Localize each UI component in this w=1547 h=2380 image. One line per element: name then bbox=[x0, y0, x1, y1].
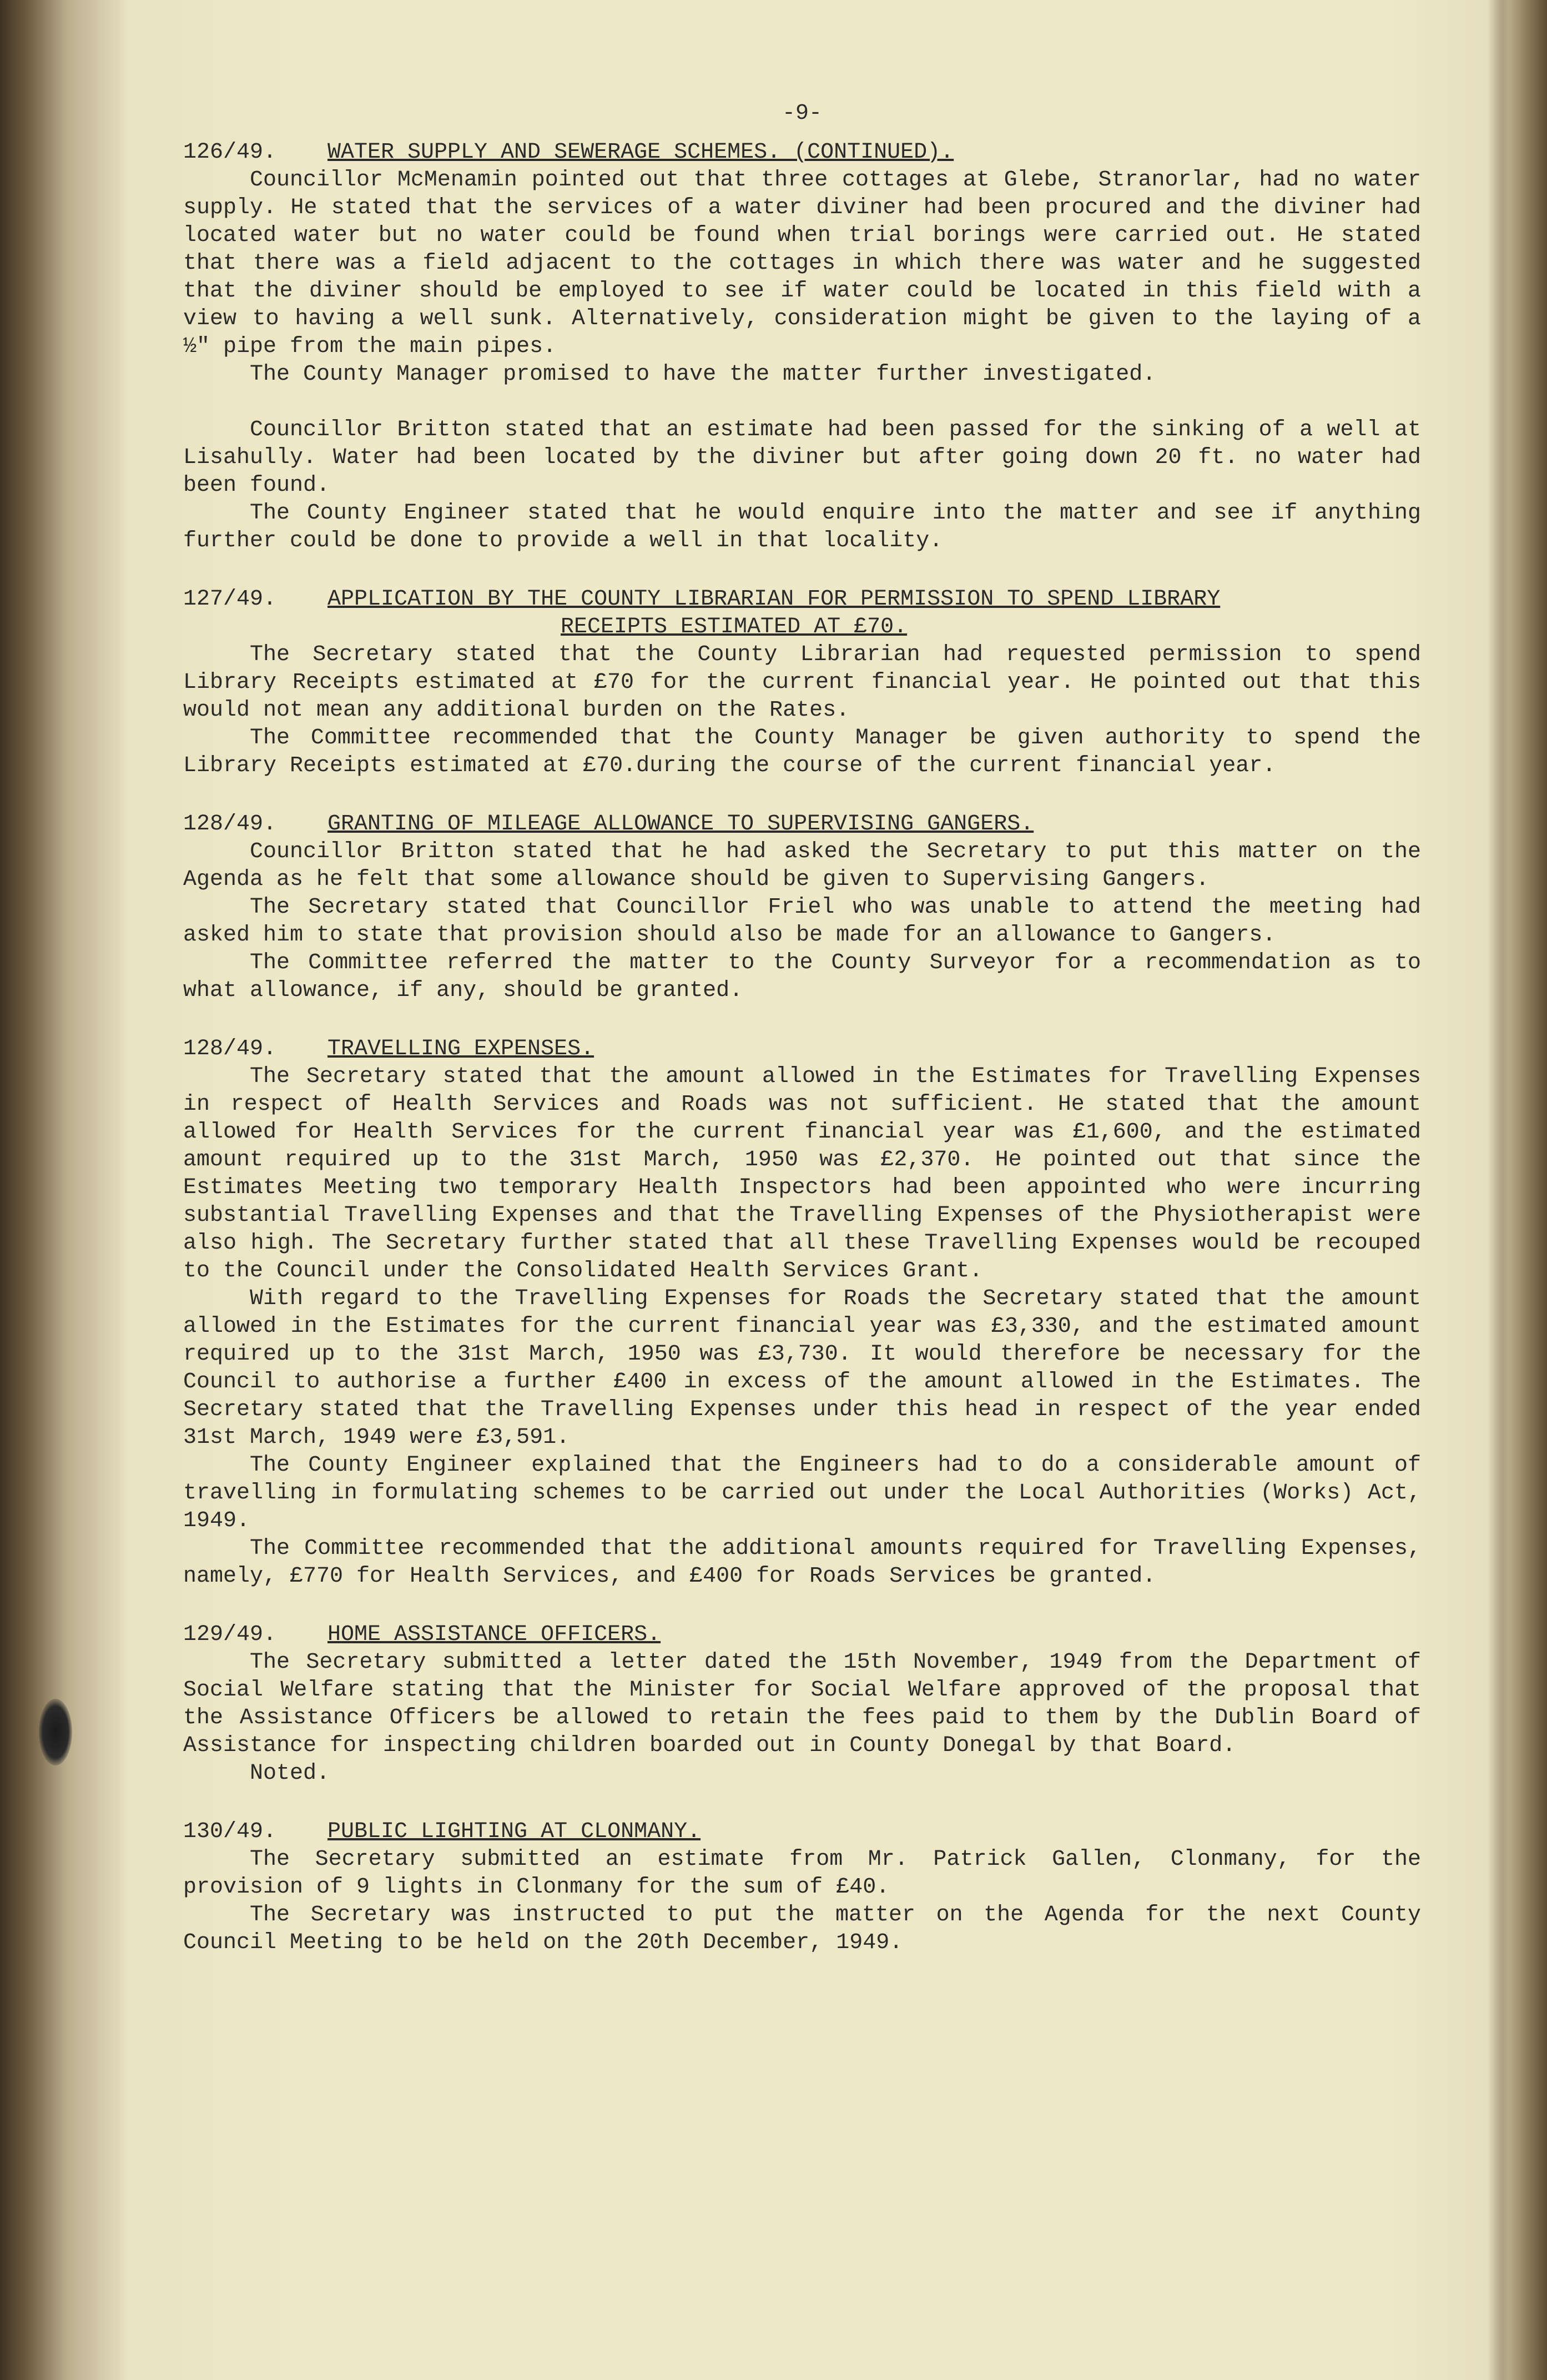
item-paragraph: The County Engineer stated that he would enquire into the matter and see if anything further could be done to provide a well in that locality. bbox=[183, 501, 1421, 554]
item-heading bbox=[183, 811, 1421, 838]
ink-stain bbox=[39, 1699, 72, 1765]
item-paragraph: Noted. bbox=[250, 1761, 330, 1786]
item-title: APPLICATION BY THE COUNTY LIBRARIAN FOR PERMISSION TO SPEND LIBRARY bbox=[327, 587, 1221, 612]
item-paragraph: The Secretary submitted an estimate from Mr. Patrick Gallen, Clonmany, for the provision of 9 lights in Clonmany for the sum of £40. bbox=[183, 1847, 1421, 1900]
minute-item bbox=[183, 811, 1421, 1005]
item-title: HOME ASSISTANCE OFFICERS. bbox=[327, 1622, 661, 1647]
item-heading bbox=[183, 1035, 1421, 1063]
item-paragraph: The Secretary was instructed to put the matter on the Agenda for the next County Council Meeting to be held on the 20th December, 1949. bbox=[183, 1903, 1421, 1955]
minute-item bbox=[183, 1818, 1421, 1957]
item-paragraph: With regard to the Travelling Expenses for Roads the Secretary stated that the amount allowed in the Estimates for the current financial year was £3,330, and the estimated amount required up to the 31st March, 1950 was £3,730. It would therefore be necessary for the Council to authorise a further £400 in excess of the amount allowed in the Estimates. The Secretary stated that the Travelling Expenses under this head in respect of the year ended 31st March, 1949 were £3,591. bbox=[183, 1286, 1421, 1450]
item-title-line2: RECEIPTS ESTIMATED AT £70. bbox=[561, 615, 908, 640]
item-paragraph: The Secretary stated that the amount allowed in the Estimates for Travelling Expenses in respect of Health Services and Roads was not sufficient. He stated that the amount allowed for Health Services for the current financial year was £1,600, and the estimated amount required up to the 31st March, 1950 was £2,370. He pointed out that since the Estimates Meeting two temporary Health Inspectors had been appointed who were incurring substantial Travelling Expenses and that the Travelling Expenses of the Physiotherapist were also high. The Secretary further stated that all these Travelling Expenses would be recouped to the Council under the Consolidated Health Services Grant. bbox=[183, 1064, 1421, 1284]
item-number: 128/49. bbox=[183, 812, 277, 837]
document-body bbox=[183, 100, 1421, 1987]
minute-item bbox=[183, 1621, 1421, 1788]
item-title: PUBLIC LIGHTING AT CLONMANY. bbox=[327, 1819, 701, 1844]
item-paragraph: The Committee referred the matter to the County Surveyor for a recommendation as to what allowance, if any, should be granted. bbox=[183, 950, 1421, 1003]
page-number: -9- bbox=[782, 101, 822, 126]
item-heading bbox=[183, 1818, 1421, 1846]
item-title-block bbox=[327, 586, 1220, 641]
item-title: WATER SUPPLY AND SEWERAGE SCHEMES. (CONTINUED). bbox=[327, 140, 954, 165]
item-heading bbox=[183, 586, 1421, 641]
item-paragraph: The Secretary stated that the County Librarian had requested permission to spend Library Receipts estimated at £70 for the current financial year. He pointed out that this would not mean any additional burden on the Rates. bbox=[183, 642, 1421, 723]
item-paragraph: The County Engineer explained that the Engineers had to do a considerable amount of travelling in formulating schemes to be carried out under the Local Authorities (Works) Act, 1949. bbox=[183, 1453, 1421, 1533]
book-binding bbox=[0, 0, 128, 2380]
item-paragraph: The Secretary stated that Councillor Friel who was unable to attend the meeting had asked him to state that provision should also be made for an allowance to Gangers. bbox=[183, 895, 1421, 948]
item-title: TRAVELLING EXPENSES. bbox=[327, 1036, 594, 1061]
item-heading bbox=[183, 139, 1421, 167]
page-edge bbox=[1497, 0, 1547, 2380]
item-heading bbox=[183, 1621, 1421, 1649]
item-number: 128/49. bbox=[183, 1036, 277, 1061]
item-paragraph: The Committee recommended that the County Manager be given authority to spend the Library Receipts estimated at £70.during the course of the current financial year. bbox=[183, 726, 1421, 778]
item-paragraph: The County Manager promised to have the matter further investigated. bbox=[250, 362, 1156, 387]
item-paragraph: The Committee recommended that the additional amounts required for Travelling Expenses, namely, £770 for Health Services, and £400 for Roads Services be granted. bbox=[183, 1536, 1421, 1589]
minute-item bbox=[183, 1035, 1421, 1591]
item-title: GRANTING OF MILEAGE ALLOWANCE TO SUPERVISING GANGERS. bbox=[327, 812, 1034, 837]
item-paragraph: Councillor Britton stated that he had asked the Secretary to put this matter on the Agenda as he felt that some allowance should be given to Supervising Gangers. bbox=[183, 839, 1421, 892]
minute-item bbox=[183, 586, 1421, 780]
item-number: 127/49. bbox=[183, 587, 277, 612]
item-number: 130/49. bbox=[183, 1819, 277, 1844]
item-paragraph: Councillor McMenamin pointed out that three cottages at Glebe, Stranorlar, had no water supply. He stated that the services of a water diviner had been procured and the diviner had located water but no water could be found when trial borings were carried out. He stated that there was a field adjacent to the cottages in which there was water and he suggested that the diviner should be employed to see if water could be located in this field with a view to having a well sunk. Alternatively, consideration might be given to the laying of a ½" pipe from the main pipes. bbox=[183, 168, 1421, 359]
minute-item bbox=[183, 139, 1421, 555]
item-paragraph: The Secretary submitted a letter dated the 15th November, 1949 from the Department of Social Welfare stating that the Minister for Social Welfare approved of the proposal that the Assistance Officers be allowed to retain the fees paid to them by the Dublin Board of Assistance for inspecting children boarded out in County Donegal by that Board. bbox=[183, 1650, 1421, 1758]
item-paragraph: Councillor Britton stated that an estimate had been passed for the sinking of a well at Lisahully. Water had been located by the diviner but after going down 20 ft. no water had been found. bbox=[183, 417, 1421, 498]
item-number: 129/49. bbox=[183, 1622, 277, 1647]
item-number: 126/49. bbox=[183, 140, 277, 165]
